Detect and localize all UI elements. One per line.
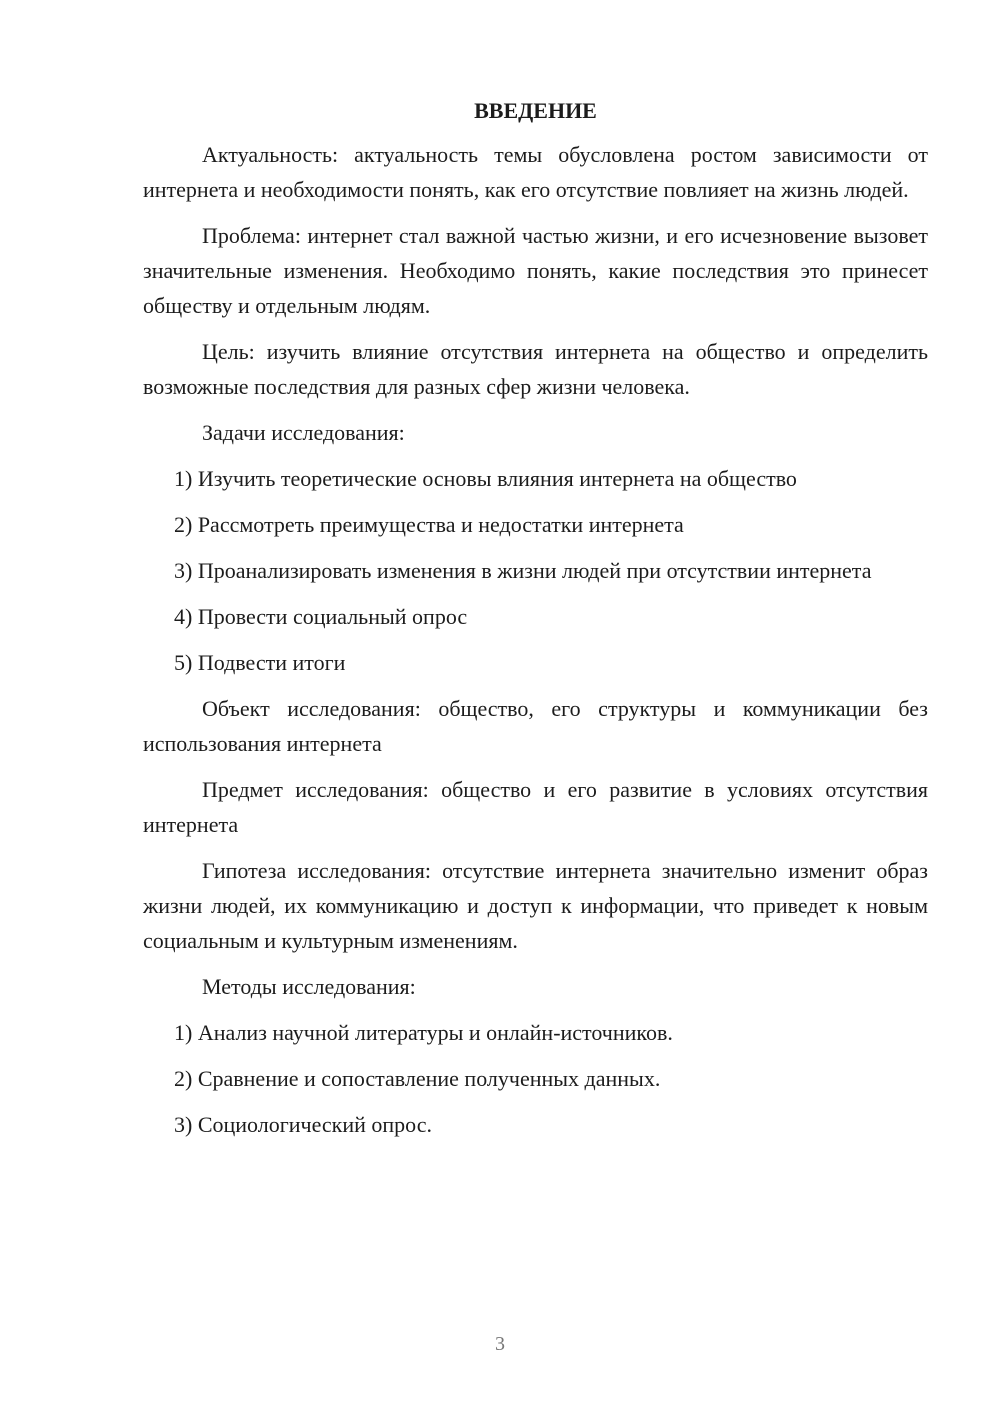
document-page [143,96,928,1153]
task-item: 3) Проанализировать изменения в жизни людей при отсутствии интернета [174,558,872,583]
task-item: 4) Провести социальный опрос [174,604,468,629]
page-number: 3 [495,1333,505,1355]
relevance-paragraph: Актуальность: актуальность темы обусловлена ростом зависимости от интернета и необходимости понять, как его отсутствие повлияет на жизнь людей. [143,142,928,202]
section-title: ВВЕДЕНИЕ [474,98,597,123]
object-paragraph: Объект исследования: общество, его структуры и коммуникации без использования интернета [143,696,928,756]
task-item: 1) Изучить теоретические основы влияния интернета на общество [174,466,797,491]
method-item: 3) Социологический опрос. [174,1112,432,1137]
tasks-heading: Задачи исследования: [202,420,405,445]
methods-heading: Методы исследования: [202,974,416,999]
subject-paragraph: Предмет исследования: общество и его развитие в условиях отсутствия интернета [143,777,928,837]
method-item: 1) Анализ научной литературы и онлайн-источников. [174,1020,673,1045]
goal-paragraph: Цель: изучить влияние отсутствия интернета на общество и определить возможные последствия для разных сфер жизни человека. [143,339,928,399]
problem-paragraph: Проблема: интернет стал важной частью жизни, и его исчезновение вызовет значительные изменения. Необходимо понять, какие последствия это принесет обществу и отдельным людям. [143,223,928,318]
task-item: 2) Рассмотреть преимущества и недостатки интернета [174,512,684,537]
method-item: 2) Сравнение и сопоставление полученных данных. [174,1066,661,1091]
task-item: 5) Подвести итоги [174,650,346,675]
hypothesis-paragraph: Гипотеза исследования: отсутствие интернета значительно изменит образ жизни людей, их коммуникацию и доступ к информации, что приведет к новым социальным и культурным изменениям. [143,858,928,953]
